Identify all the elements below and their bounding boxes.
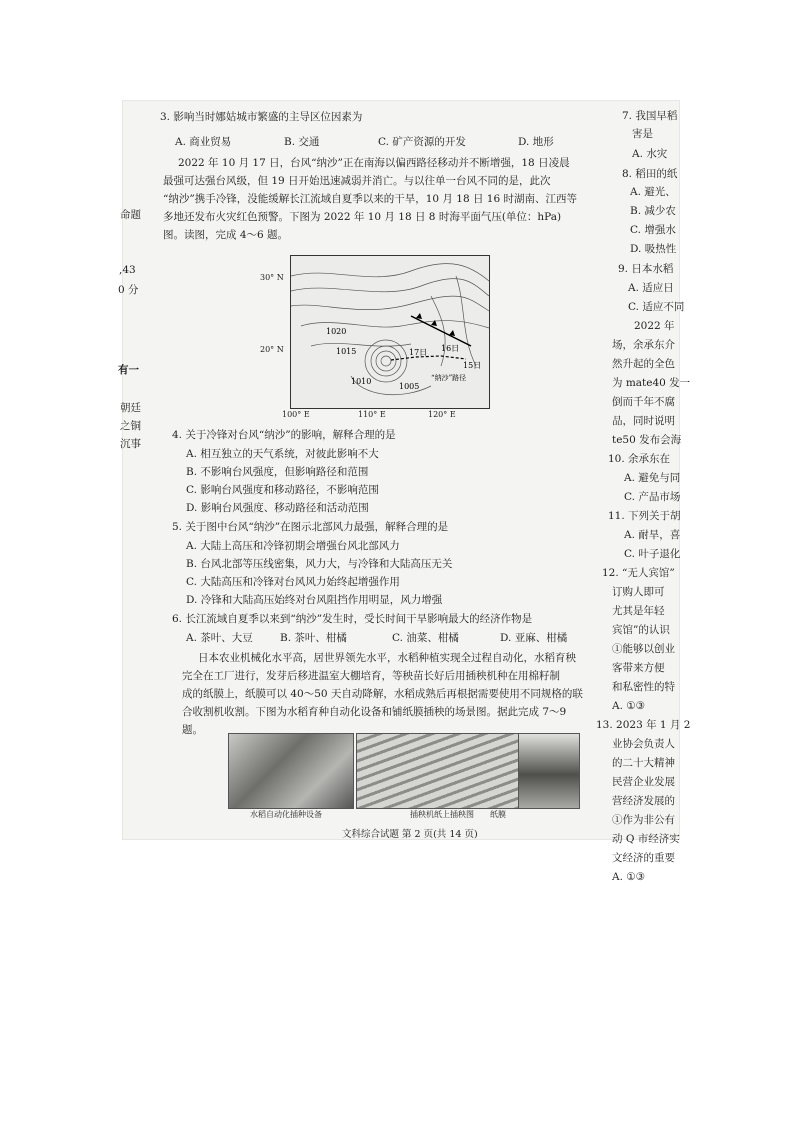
passage-1-line-5: 图。读图，完成 4～6 题。: [163, 229, 289, 241]
lon-120-label: 120° E: [428, 410, 456, 419]
day-16-label: 16日: [441, 344, 460, 353]
right-col-35: 的二十大精神: [612, 757, 675, 769]
right-col-15: 为 mate40 发一: [612, 377, 691, 389]
right-col-17: 品，同时说明: [612, 415, 675, 427]
right-col-9: 9. 日本水稻: [618, 263, 674, 275]
q3-option-c: C. 矿产资源的开发: [378, 136, 466, 148]
question-4-stem: 4. 关于冷锋对台风“纳沙”的影响，解释合理的是: [172, 429, 396, 441]
q4-option-a: A. 相互独立的天气系统，对彼此影响不大: [186, 448, 379, 460]
q6-option-b: B. 茶叶、柑橘: [280, 632, 347, 644]
right-col-6: B. 减少农: [630, 205, 676, 217]
iso-1010-label: 1010: [351, 377, 372, 386]
passage-1-line-2: 最强可达强台风级，但 19 日开始迅速减弱并消亡。与以往单一台风不同的是，此次: [163, 175, 551, 187]
question-6-stem: 6. 长江流域自夏季以来到“纳沙”发生时，受长时间干旱影响最大的经济作物是: [172, 613, 533, 625]
right-col-18: te50 发布会海: [612, 434, 682, 446]
passage-1-line-4: 多地还发布火灾红色预警。下图为 2022 年 10 月 18 日 8 时海平面气压(单位：hPa): [163, 211, 562, 223]
right-col-30: 客带来方便: [612, 662, 665, 674]
right-col-41: A. ①③: [612, 871, 646, 883]
right-col-39: 动 Q 市经济实: [612, 833, 680, 845]
right-col-27: 尤其是年轻: [612, 605, 665, 617]
right-col-7: C. 增强水: [630, 224, 676, 236]
right-col-25: 12. “无人宾馆”: [602, 567, 675, 579]
right-col-5: A. 避光、: [630, 186, 676, 198]
right-col-22: 11. 下列关于胡: [608, 510, 681, 522]
q4-option-b: B. 不影响台风强度，但影响路径和范围: [186, 466, 369, 478]
right-col-11: C. 适应不同: [628, 301, 685, 313]
right-col-36: 民营企业发展: [612, 776, 675, 788]
right-col-26: 订购人即可: [612, 586, 665, 598]
right-col-23: A. 耐旱，喜: [624, 529, 681, 541]
q6-option-c: C. 油菜、柑橘: [392, 632, 459, 644]
right-col-24: C. 叶子退化: [624, 548, 681, 560]
passage-1-line-1: 2022 年 10 月 17 日，台风“纳沙”正在南海以偏西路径移动并不断增强，18 日凌晨: [178, 157, 570, 169]
caption-paper-film: 纸膜: [490, 810, 506, 819]
q5-option-c: C. 大陆高压和冷锋对台风风力始终起增强作用: [186, 576, 400, 588]
passage-2-line-2: 完全在工厂进行，发芽后移进温室大棚培育，等秧苗长好后用插秧机种在用棉籽制: [182, 670, 560, 682]
iso-1020-label: 1020: [326, 327, 347, 336]
page-footer: 文科综合试题 第 2 页(共 14 页): [342, 829, 478, 840]
q3-option-d: D. 地形: [518, 136, 554, 148]
right-col-1: 7. 我国早稻: [622, 110, 678, 122]
right-col-12: 2022 年: [634, 320, 675, 332]
caption-seeding-equipment: 水稻自动化插种设备: [250, 810, 322, 819]
passage-2-line-4: 合收割机收割。下图为水稻育种自动化设备和铺纸膜插秧的场景图。据此完成 7～9: [182, 706, 567, 718]
right-col-38: ①作为非公有: [612, 814, 675, 826]
right-col-21: C. 产品市场: [624, 491, 681, 503]
iso-1015-label: 1015: [336, 347, 357, 356]
q6-option-d: D. 亚麻、柑橘: [500, 632, 568, 644]
lon-100-label: 100° E: [282, 410, 310, 419]
right-col-14: 然升起的全色: [612, 358, 675, 370]
caption-paper-transplanting: 插秧机纸上插秧图: [410, 810, 474, 819]
passage-1-line-3: “纳沙”携手冷锋，没能缓解长江流域自夏季以来的干旱，10 月 18 日 16 时湖南、江西等: [163, 193, 578, 205]
lat-30-label: 30° N: [260, 273, 284, 282]
right-col-33: 13. 2023 年 1 月 2: [596, 719, 691, 731]
left-margin-6: 之铜: [120, 420, 141, 432]
left-margin-3: 0 分: [118, 284, 139, 296]
right-col-34: 业协会负责人: [612, 738, 675, 750]
day-15-label: 15日: [463, 361, 482, 370]
right-col-3: A. 水灾: [632, 148, 668, 160]
left-margin-4: 有一: [118, 364, 139, 376]
q4-option-d: D. 影响台风强度、移动路径和活动范围: [186, 502, 369, 514]
left-margin-1: 命题: [120, 209, 141, 221]
right-col-10: A. 适应日: [628, 282, 674, 294]
q3-option-a: A. 商业贸易: [175, 136, 232, 148]
right-col-28: 宾馆”的认识: [612, 624, 670, 636]
passage-2-line-3: 成的纸膜上，纸膜可以 40～50 天自动降解，水稻成熟后再根据需要使用不同规格的联: [182, 688, 583, 700]
lat-20-label: 20° N: [260, 345, 284, 354]
left-margin-2: ,43: [119, 264, 136, 276]
right-col-8: D. 吸热性: [630, 243, 677, 255]
photo-transplanter-machine: [518, 733, 580, 809]
q3-option-b: B. 交通: [284, 136, 320, 148]
lon-110-label: 110° E: [358, 410, 386, 419]
typhoon-path-label: “纳沙”路径: [431, 374, 467, 382]
q5-option-d: D. 冷锋和大陆高压始终对台风阻挡作用明显，风力增强: [186, 594, 443, 606]
right-col-20: A. 避免与同: [624, 472, 681, 484]
right-col-29: ①能够以创业: [612, 643, 675, 655]
right-col-13: 场，余承东介: [612, 339, 675, 351]
right-col-32: A. ①③: [612, 700, 646, 712]
right-col-16: 倒而千年不腐: [612, 396, 675, 408]
left-margin-7: 沉事: [120, 438, 141, 450]
passage-2-line-1: 日本农业机械化水平高，居世界领先水平，水稻种植实现全过程自动化，水稻育秧: [198, 652, 576, 664]
q4-option-c: C. 影响台风强度和移动路径，不影响范围: [186, 484, 379, 496]
right-col-4: 8. 稻田的纸: [622, 168, 678, 180]
photo-rice-seeding-equipment: [228, 733, 354, 809]
right-col-2: 害是: [632, 128, 653, 140]
left-margin-5: 朝廷: [120, 402, 141, 414]
q6-option-a: A. 茶叶、大豆: [186, 632, 253, 644]
iso-1005-label: 1005: [399, 382, 420, 391]
day-17-label: 17日: [409, 348, 428, 357]
right-col-31: 和私密性的特: [612, 681, 675, 693]
photo-paper-film-transplanting: [356, 733, 520, 809]
question-5-stem: 5. 关于图中台风“纳沙”在图示北部风力最强，解释合理的是: [172, 521, 449, 533]
right-col-19: 10. 余承东在: [608, 453, 671, 465]
right-col-40: 文经济的重要: [612, 852, 675, 864]
isobar-map-graphic: [291, 256, 489, 408]
q5-option-a: A. 大陆上高压和冷锋初期会增强台风北部风力: [186, 540, 400, 552]
passage-2-line-5: 题。: [182, 724, 203, 736]
pressure-map: [290, 255, 490, 409]
q5-option-b: B. 台风北部等压线密集，风力大，与冷锋和大陆高压无关: [186, 558, 453, 570]
question-3-stem: 3. 影响当时娜姑城市繁盛的主导区位因素为: [160, 111, 363, 123]
right-col-37: 营经济发展的: [612, 795, 675, 807]
